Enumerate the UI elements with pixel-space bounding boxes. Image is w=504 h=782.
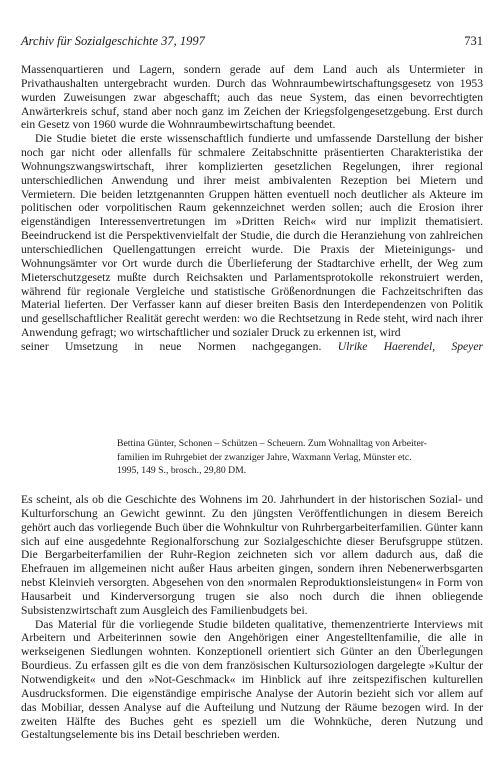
reviewer-signature: Ulrike Haerendel, Speyer xyxy=(337,339,483,353)
review-1-closing-line xyxy=(21,340,483,354)
review-bettina-guenter xyxy=(21,493,483,742)
review-ulrike-haerendel xyxy=(21,63,483,354)
review-1-paragraph-2: Die Studie bietet die erste wissenschaftlich fundierte und umfassende Darstellung der bisher noch gar nicht oder allenfalls für schmalere Zeitabschnitte präsentierten Charakteristika der Wohnungszwangswirtschaft, ihrer komplizierten gesetzlichen Regelungen, ihrer regional unterschiedlichen Anwendung und ihrer meist ambivalenten Rezeption bei Mietern und Vermietern. Die beiden letztgenannten Gruppen hätten eventuell noch deutlicher als Akteure im politischen oder vorpolitischen Raum gekennzeichnet werden sollen; auch die Erosion ihrer eigenständigen Interessenvertretungen im »Dritten Reich« wird nur implizit thematisiert. Beeindruckend ist die Perspektivenvielfalt der Studie, die durch die Heranziehung von zahlreichen unterschiedlichen Quellengattungen erreicht wurde. Die Praxis der Mieteinigungs- und Wohnungsämter vor Ort wurde durch die Überlieferung der Stadtarchive erhellt, der Weg zum Mieterschutzgesetz mußte durch Reichsakten und Parlamentsprotokolle rekonstruiert werden, während für regionale Vergleiche und statistische Größenordnungen die Fachzeitschriften das Material lieferten. Der Verfasser kann auf dieser breiten Basis den Interdependenzen von Politik und gesellschaftlicher Realität gerecht werden: wo die Rechtsetzung in Rede steht, wird nach ihrer Anwendung gefragt; wo wirtschaftlicher und sozialer Druck zu erkennen ist, wird xyxy=(21,132,483,340)
review-2-paragraph-1: Es scheint, als ob die Geschichte des Wohnens im 20. Jahrhundert in der historischen Sozial- und Kulturforschung an Gewicht gewinnt. Zu den jüngsten Veröffentlichungen in diesem Bereich gehört auch das vorliegende Buch über die Wohnkultur von Ruhrbergarbeiterfamilien. Günter kann sich auf eine ausgedehnte Regionalforschung zur Sozialgeschichte dieser Berufsgruppe stützen. Die Bergarbeiterfamilien der Ruhr-Region zeichneten sich vor allem dadurch aus, daß die Ehefrauen im allgemeinen nicht außer Haus arbeiten gingen, sondern ihren Nebenerwerbsgarten nebst Kleinvieh versorgten. Abgesehen von den »normalen Reproduktionsleistungen« in Form von Hausarbeit und Kinderversorgung trugen sie also noch durch die ihnen obliegende Subsistenzwirtschaft zum Ausgleich des Familienbudgets bei. xyxy=(21,493,483,617)
citation-line-2: familien im Ruhrgebiet der zwanziger Jahre, Waxmann Verlag, Münster etc. xyxy=(117,451,412,463)
review-1-paragraph-1: Massenquartieren und Lagern, sondern gerade auf dem Land auch als Untermieter in Privathaushalten untergebracht wurden. Durch das Wohnraumbewirtschaftungsgesetz von 1953 wurden Zuweisungen zwar abgeschafft; auch das neue System, das einen bevorrechtigten Anwärterkreis schuf, stand aber noch ganz im Zeichen der Kriegsfolgengesetzgebung. Erst durch ein Gesetz von 1960 wurde die Wohnraumbewirtschaftung beendet. xyxy=(21,63,483,132)
citation-line-1: Bettina Günter, Schonen – Schützen – Scheuern. Zum Wohnalltag von Arbeiter- xyxy=(117,438,427,449)
running-title: Archiv für Sozialgeschichte 37, 1997 xyxy=(21,34,205,48)
book-citation xyxy=(117,437,483,478)
review-1-last-sentence: seiner Umsetzung in neue Normen nachgegangen. xyxy=(21,339,322,353)
review-2-paragraph-2: Das Material für die vorliegende Studie bildeten qualitative, themenzentrierte Interviews mit Arbeitern und Arbeiterinnen sowie den Angehörigen einer Angestelltenfamilie, die alle in werkseigenen Siedlungen wohnten. Konzeptionell orientiert sich Günter an den Überlegungen Bourdieus. Zu erfassen gilt es die von dem französischen Kultursoziologen dargelegte »Kultur der Notwendigkeit« und den »Not-Geschmack« im Hinblick auf ihre zeitspezifischen kulturellen Ausdrucksformen. Die eigenständige empirische Analyse der Autorin bezieht sich vor allem auf das Mobiliar, dessen Analyse auf die Aufteilung und Nutzung der Räume bezogen wird. In der zweiten Hälfte des Buches geht es speziell um die Wohnküche, deren Nutzung und Gestaltungselemente bis ins Detail beschrieben werden. xyxy=(21,617,483,742)
page-number: 731 xyxy=(464,34,483,48)
page-header xyxy=(21,34,483,52)
citation-line-3: 1995, 149 S., brosch., 29,80 DM. xyxy=(117,465,247,477)
